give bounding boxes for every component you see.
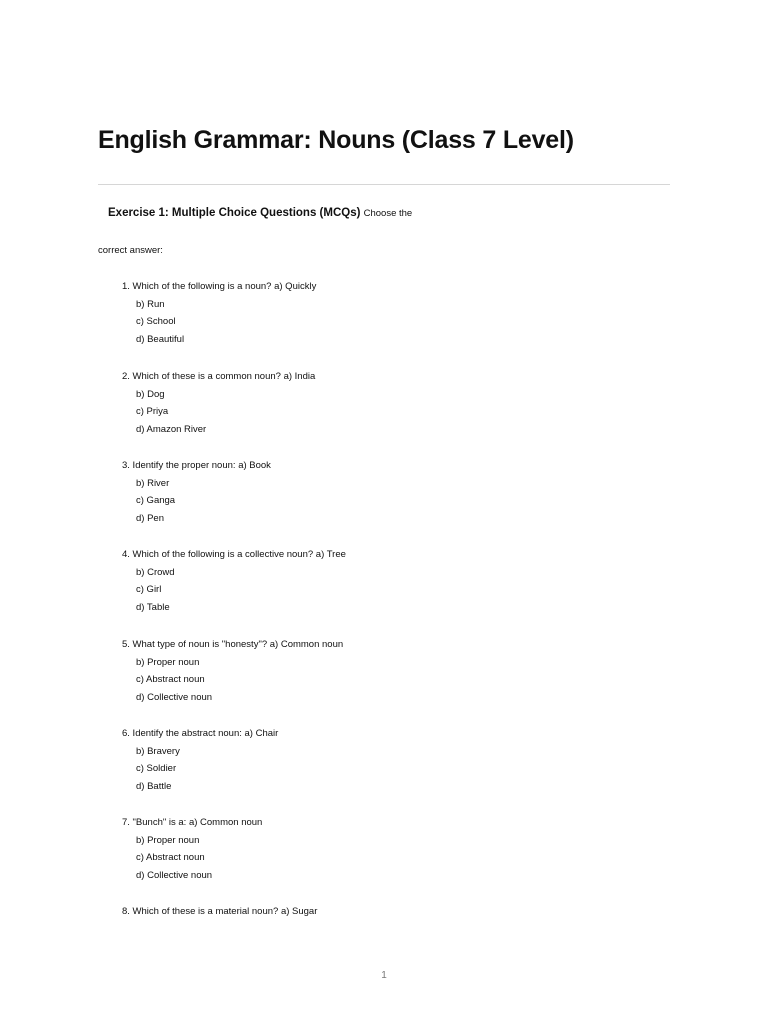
answer-option: c) Abstract noun bbox=[136, 674, 205, 686]
answer-option: b) Proper noun bbox=[136, 834, 200, 846]
question-5 bbox=[122, 636, 343, 706]
page-title: English Grammar: Nouns (Class 7 Level) bbox=[98, 126, 574, 154]
question-3 bbox=[122, 457, 271, 527]
question-stem: 7. "Bunch" is a: a) Common noun bbox=[122, 817, 263, 828]
question-stem: 8. Which of these is a material noun? a) Sugar bbox=[122, 906, 318, 917]
question-8 bbox=[122, 903, 317, 921]
question-stem: 6. Identify the abstract noun: a) Chair bbox=[122, 728, 279, 739]
question-stem: 3. Identify the proper noun: a) Book bbox=[122, 460, 271, 471]
answer-option: b) Crowd bbox=[136, 566, 175, 578]
answer-option: c) Ganga bbox=[136, 495, 176, 507]
answer-option: d) Collective noun bbox=[136, 869, 213, 881]
question-2 bbox=[122, 368, 315, 438]
answer-option: b) Proper noun bbox=[136, 656, 200, 668]
title-divider bbox=[98, 184, 670, 185]
answer-option: c) School bbox=[136, 316, 176, 328]
question-4 bbox=[122, 546, 346, 616]
page-number: 1 bbox=[381, 970, 387, 981]
answer-option: c) Girl bbox=[136, 584, 162, 596]
answer-option: b) Bravery bbox=[136, 745, 180, 757]
exercise-header bbox=[108, 207, 412, 219]
answer-option: c) Abstract noun bbox=[136, 852, 205, 864]
exercise-heading: Exercise 1: Multiple Choice Questions (MCQs) bbox=[108, 207, 361, 219]
answer-option: d) Collective noun bbox=[136, 691, 213, 703]
question-7 bbox=[122, 814, 262, 884]
exercise-instruction-continued: correct answer: bbox=[98, 245, 163, 256]
answer-option: c) Soldier bbox=[136, 763, 177, 775]
answer-option: d) Pen bbox=[136, 512, 164, 524]
question-stem: 1. Which of the following is a noun? a) Quickly bbox=[122, 281, 317, 292]
question-stem: 2. Which of these is a common noun? a) India bbox=[122, 371, 316, 382]
question-stem: 5. What type of noun is "honesty"? a) Common noun bbox=[122, 639, 344, 650]
answer-option: b) River bbox=[136, 477, 170, 489]
answer-option: d) Battle bbox=[136, 780, 172, 792]
answer-option: d) Beautiful bbox=[136, 333, 185, 345]
answer-option: c) Priya bbox=[136, 406, 169, 418]
answer-option: d) Amazon River bbox=[136, 423, 207, 435]
question-stem: 4. Which of the following is a collective noun? a) Tree bbox=[122, 549, 346, 560]
question-1 bbox=[122, 278, 316, 348]
question-6 bbox=[122, 725, 278, 795]
answer-option: d) Table bbox=[136, 601, 170, 613]
exercise-instruction: Choose the bbox=[363, 208, 413, 219]
answer-option: b) Run bbox=[136, 298, 165, 310]
answer-option: b) Dog bbox=[136, 388, 165, 400]
